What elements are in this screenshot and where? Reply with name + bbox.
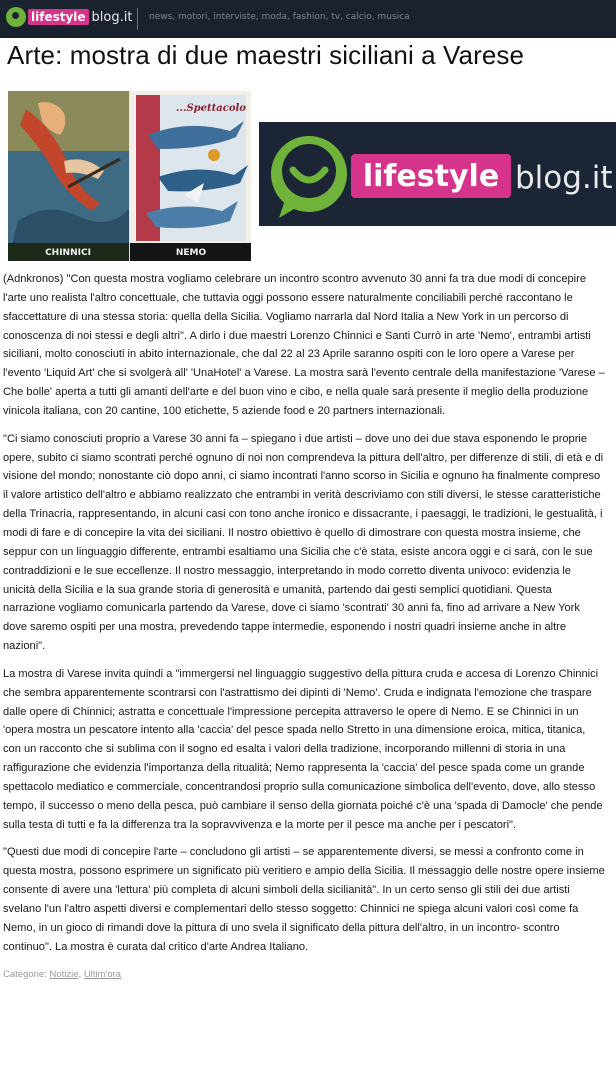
logo-blog-text: blog.it xyxy=(91,9,133,25)
lifestyleblog-logo-banner xyxy=(259,122,616,226)
site-header xyxy=(0,0,616,38)
article-paragraph: "Questi due modi di concepire l'arte – concludono gli artisti – se apparentemente diversi, se messi a confronto come in questa mostra, possono esprimere un significato più veritiero e ampio della Sicilia. Il messaggio delle nostre opere insieme consente di avere una 'lettura' più completa di alcuni simboli della sicilianità". In un certo senso gli stili dei due artisti svelano l'un l'altro aspetti diversi e complementari dello stesso soggetto: Chinnici ne spiega alcuni valori così come fa Nemo, in un gioco di rimandi dove la pittura di uno svela il significato della pittura dell'altro, in un incontro- scontro continuo". La mostra è curata dal critico d'arte Andrea Italiano. xyxy=(3,846,605,953)
banner-blog-text: blog.it xyxy=(515,160,613,196)
paintings-illustration xyxy=(8,91,251,261)
logo-lifestyle-text: lifestyle xyxy=(28,9,89,25)
article-image-logo xyxy=(259,122,616,226)
caption-chinnici: CHINNICI xyxy=(45,248,91,258)
article-paragraph: La mostra di Varese invita quindi a "immergersi nel linguaggio suggestivo della pittura cruda e accesa di Lorenzo Chinnici che sembra apparentemente scontrarsi con l'astrattismo dei dipinti di 'Nemo'. Cruda e indignata l'emozione che traspare dalle opere di Chinnici; astratta e concettuale l'impressione percepita attraverso le opere di Nemo. E se Chinnici in un 'opera mostra un pescatore intento alla 'caccia' del pesce spada nello Stretto in una dimensione eroica, mitica, titanica, con un racconto che si sublima con il sogno ed esalta i valori della tradizione, incorporando millenni di storia in una raffigurazione che evidenzia l'importanza della ritualità; Nemo rappresenta la 'caccia' del pesce spada come un grande spettacolo mediatico e commerciale, concentrandosi proprio sulla comunicazione simbolica dell'evento, dove, allo stesso tempo, il successo o meno della pesca, può cambiare il senso della giornata poiché c'è una 'spada di Damocle' che pende sulla testa di tutti e fa la differenza tra la sopravvivenza e la morte per il pesce ma anche per i pescatori". xyxy=(3,667,603,831)
site-logo[interactable] xyxy=(6,6,132,28)
logo-chat-bubble-icon xyxy=(6,7,26,27)
article-title: Arte: mostra di due maestri siciliani a Varese xyxy=(7,40,525,70)
categories-label: Categorie: xyxy=(3,968,47,980)
header-tagline: news, motori, interviste, moda, fashion, tv, calcio, musica xyxy=(149,12,410,22)
poster-title: ...Spettacolo xyxy=(176,103,246,114)
category-link-ultimora[interactable]: Ultim'ora xyxy=(83,968,121,980)
banner-lifestyle-text: lifestyle xyxy=(362,159,500,194)
header-divider xyxy=(137,8,138,30)
categories: Categorie: Notizie, Ultim'ora xyxy=(3,968,121,980)
article-body xyxy=(3,270,605,984)
article-paragraph: (Adnkronos) "Con questa mostra vogliamo celebrare un incontro scontro avvenuto 30 anni fa tra due modi di concepire l'arte uno realista l'altro concettuale, che tuttavia oggi possono essere naturalmente conciliabili perché raccontano le sfaccettature di una stessa storia: quella della Sicilia. Vogliamo narrarla dal Nord Italia a New York in un percorso di conoscenza di noi stessi e degli altri". A dirlo i due maestri Lorenzo Chinnici e Santi Currò in arte 'Nemo', entrambi artisti siciliani, molto conosciuti in abito internazionale, che dal 22 al 23 Aprile saranno ospiti con le loro opere a Varese per l'evento 'Liquid Art' che si svolgerà all' 'UnaHotel' a Varese. La mostra sarà l'evento centrale della manifestazione 'Varese – Che bolle' aperta a tutti gli amanti dell'arte e del buon vino e cibo, e nella quale sarà presente il meglio della produzione vinicola italiana, con 20 cantine, 100 etichette, 5 aziende food e 20 partners internazionali. xyxy=(3,273,605,417)
article-paragraph: "Ci siamo conosciuti proprio a Varese 30 anni fa – spiegano i due artisti – dove uno dei due stava esponendo le proprie opere, subito ci siamo scontrati perché ognuno di noi non comprendeva la pittura dell'altro, per differenze di stili, di età e di visione del mondo; nonostante ciò dopo anni, ci siamo incontrati l'anno scorso in Sicilia e ognuno ha finalmente compreso il valore artistico dell'altro e abbiamo realizzato che entrambi in verità descriviamo con stili diversi, le stesse caratteristiche della Trinacria, rappresentando, in alcuni casi con tono anche ironico e dissacrante, i paesaggi, le tradizioni, le gestualità, i modi di fare e di concepire la vita dei siciliani. Il nostro obiettivo è quello di dimostrare con questa mostra insieme, che seppur con un linguaggio differente, entrambi esaltiamo una Sicilia che c'è stata, esiste ancora oggi e ci sarà, con le sue contraddizioni e le sue eccellenze. Il nostro messaggio, interpretando in modo corretto diventa univoco: evidenzia le unicità della Sicilia e la sua grande storia di generosità e umanità, partendo dai gesti semplici quotidiani. Questa narrazione vogliamo comunicarla partendo da Varese, dove ci siamo 'scontrati' 30 anni fa, fino ad arrivare a New York dove saremo ospiti per una mostra, prevedendo tappe intermedie, esponendo i nostri quadri insieme anche in altre nazioni". xyxy=(3,432,604,653)
caption-nemo: NEMO xyxy=(175,248,207,258)
article-image-paintings xyxy=(8,91,251,261)
category-link-notizie[interactable]: Notizie xyxy=(49,968,79,980)
